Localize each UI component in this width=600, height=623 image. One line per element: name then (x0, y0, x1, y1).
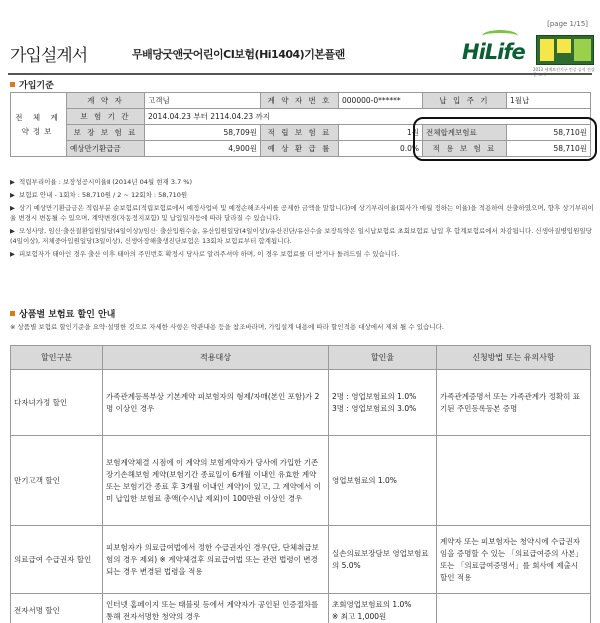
discount-disclaimer: ※ 상품별 보험료 할인기준을 요약·설명한 것으로 자세한 사항은 약관내용 등을 참조바라며, 가입설계 내용에 따라 할인적용 대상에서 제외 될 수 있습니다. (10, 323, 444, 331)
list-item: ▶ 보험료 안내 - 1회차 : 58,710원 / 2 ~ 12회차 : 58,710원 (10, 191, 188, 199)
table-row: 만기고객 할인 보험계약체결 시점에 이 계약의 보험계약자가 당사에 가입한 기존 장기손해보험 계약(보험기간 종료일이 6개월 이내인 유효한 계약 또는 보험기간 종료 후 3개월 이내인 계약)이 있고, 그 계약에서 이미 납입한 보험료 총액(수시납 제외)이 100만원 이상인 경우 영업보험료의 1.0% (11, 436, 591, 526)
table-row: 전 체 계약정보 계 약 자 고객님 계 약 자 번 호 000000-0****** 납 입 주 기 1월납 (11, 93, 591, 109)
page-number: [page 1/15] (547, 20, 588, 28)
list-item: ▶ 모성사망, 임신·출산질환입원일당(4일이상)/임신· 출산입원수술, 유산입원일당(4일이상)/유산진단/유산수술 보장특약은 일시납보험료 초회보험료 납입 후 합계보험료에서 차감됩니다. 신생아질병입원일당(4일이상), 저체중아입원일당(3일이상), 신생아장해출생진단보험은 13회차 보험료부터 합계됩니다. (10, 227, 592, 245)
discount-table (10, 345, 591, 623)
table-row: 예상만기환급금 4,900원 예 상 환 급 률 0.0% 적 용 보 험 료 58,710원 (11, 141, 591, 157)
table-row: 전자서명 할인 인터넷 홈페이지 또는 태블릿 등에서 계약자가 공인된 인증절차를 통해 전자서명한 청약의 경우 초회영업보험료의 1.0% ※ 최고 1,000원 (11, 594, 591, 623)
city-emblem-icon (536, 35, 594, 65)
table-row: 의료급여 수급권자 할인 피보험자가 의료급여법에서 정한 수급권자인 경우(단, 단체취급보험의 경우 제외) ※ 계약체결후 의료급여법 또는 관련 법령이 변경되는 경우 변경된 법령을 적용 실손의료보장담보 영업보험료의 5.0% 계약자 또는 피보험자는 청약시에 수급권자 임을 증명할 수 있는 「의료급여증의 사본」 또는 「의료급여증명서」를 회사에 제출시 할인 적용 (11, 526, 591, 594)
notes-list (10, 177, 595, 262)
product-name: 무배당굿앤굿어린이CI보험(Hi1404)기본플랜 (132, 48, 345, 61)
table-header-row: 할인구분 적용대상 할인율 신청방법 또는 유의사항 (11, 346, 591, 370)
list-item: ▶ 상기 예상만기환급금은 적립부분 순보험료(적립보험료에서 예정사업비 및 예정손해조사비를 공제한 금액을 말합니다)에 상기부리이율(회사가 매월 정하는 이율)을 적용하여 산출하였으며, 향후 상기부리이율 변경시 변동될 수 있으며, 계약변경(자동정지포함) 및 납입일자등에 따라 달라질 수 있습니다. (10, 204, 594, 222)
table-row: 보 험 기 간 2014.04.23 부터 2114.04.23 까지 (11, 109, 591, 125)
table-row: 보 장 보 험 료 58,709원 적 립 보 험 료 1원 전체합계보험료 58,710원 (11, 125, 591, 141)
section-title-discount: 상품별 보험료 할인 안내 (10, 307, 115, 320)
document-title: 가입설계서 (10, 46, 88, 66)
premium-highlight-oval (413, 117, 597, 161)
logo-text: HiLife (462, 40, 525, 64)
section-title-subscription: 가입기준 (10, 78, 54, 91)
emblem-caption: 2013 세계보건기구 인증 공식 건강 (533, 67, 595, 72)
list-item: ▶ 적립부리이율 : 보장성공시이율Ⅱ (2014년 04월 현재 3.7 %) (10, 178, 192, 186)
table-row: 다자녀가정 할인 가족관계등록부상 기본계약 피보험자의 형제/자매(본인 포함)가 2명 이상인 경우 2명 : 영업보험료의 1.0% 3명 : 영업보험료의 3.0% 가족관계증명서 또는 가족관계가 정확히 표기된 주민등록등본 증명 (11, 370, 591, 436)
side-label: 전 체 계약정보 (11, 93, 67, 157)
list-item: ▶ 피보험자가 태아인 경우 출산 이후 태아의 주민번호 확정시 당사로 알려주셔야 하며, 이 경우 보험료를 더 받거나 돌려드릴 수 있습니다. (10, 250, 400, 258)
header-divider (8, 73, 592, 75)
hilife-logo (462, 34, 528, 70)
